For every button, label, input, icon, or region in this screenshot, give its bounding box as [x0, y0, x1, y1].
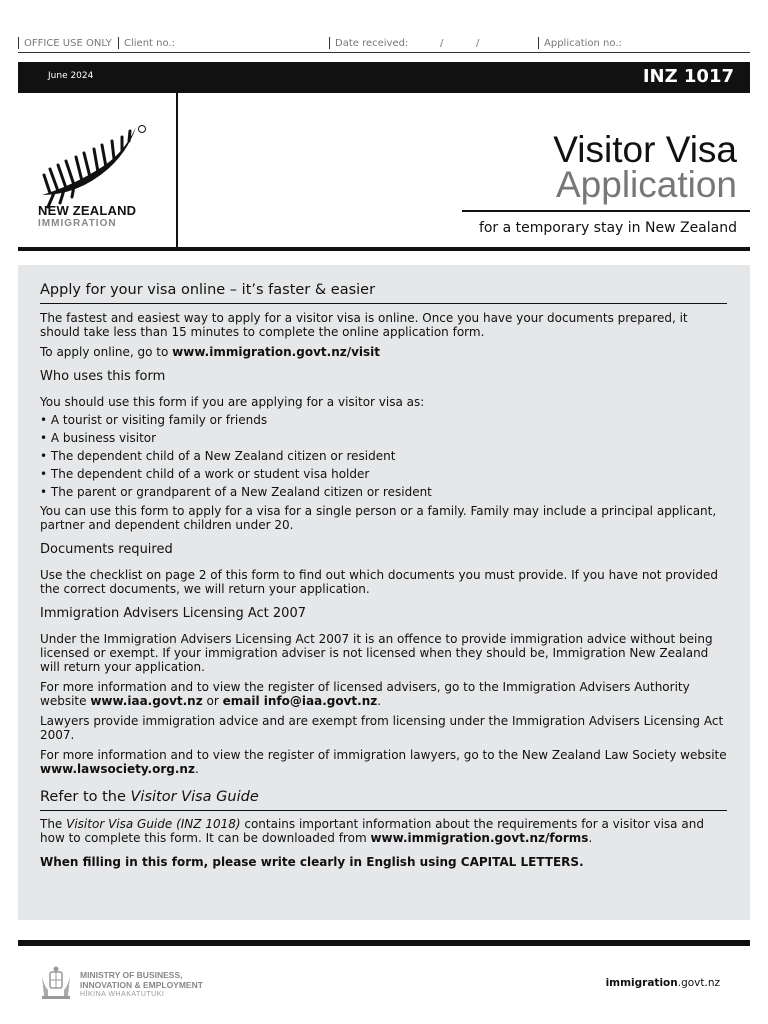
- who-uses-note: You can use this form to apply for a visa for a single person or a family. Family may include a principal applicant, partner and dependent children under 20.: [40, 504, 717, 532]
- form-code: INZ 1017: [642, 66, 734, 87]
- mbie-line-3: HĪKINA WHAKATUTUKI: [80, 991, 165, 998]
- info-panel: [18, 265, 750, 920]
- capital-letters-instruction: [40, 855, 727, 869]
- nz-immigration-logo: [38, 203, 136, 229]
- iaa-email-link[interactable]: email info@iaa.govt.nz: [222, 694, 378, 708]
- guide-heading-title: Visitor Visa Guide: [130, 789, 259, 805]
- application-no-field[interactable]: Application no.:: [544, 38, 622, 49]
- apply-online-link-line: [40, 345, 727, 359]
- list-item: • The parent or grandparent of a New Zealand citizen or resident: [40, 483, 727, 501]
- section-heading-advisers: Immigration Advisers Licensing Act 2007: [40, 606, 306, 621]
- date-separator: /: [440, 38, 444, 49]
- advisers-text-3: Lawyers provide immigration advice and are exempt from licensing under the Immigration Advisers Licensing Act 2007.: [40, 714, 724, 742]
- advisers-text-4-body: For more information and to view the register of immigration lawyers, go to the New Zealand Law Society website: [40, 748, 727, 762]
- instruction-text: When filling in this form, please write clearly in English using CAPITAL LETTERS.: [40, 855, 584, 869]
- list-item: • The dependent child of a work or student visa holder: [40, 465, 727, 483]
- advisers-end: .: [377, 694, 382, 708]
- date-separator: /: [476, 38, 480, 49]
- guide-heading-prefix: Refer to the: [40, 789, 131, 805]
- list-item: • The dependent child of a New Zealand citizen or resident: [40, 447, 727, 465]
- logo-line-2: IMMIGRATION: [38, 218, 117, 229]
- forms-link[interactable]: www.immigration.govt.nz/forms: [370, 831, 589, 845]
- form-topbar: [18, 62, 750, 93]
- footer-rule: [18, 940, 750, 946]
- divider: [18, 37, 19, 49]
- guide-title: Visitor Visa Guide (INZ 1018): [66, 817, 241, 831]
- page-subtitle: for a temporary stay in New Zealand: [478, 220, 737, 236]
- guide-text-body: contains important information about the requirements for a visitor visa and how to complete this form. It can be downloaded from: [40, 817, 704, 845]
- divider: [462, 210, 750, 212]
- list-item: • A tourist or visiting family or friends: [40, 411, 727, 429]
- list-item: • A business visitor: [40, 429, 727, 447]
- section-heading-documents: Documents required: [40, 542, 173, 557]
- coat-of-arms-icon: [38, 966, 74, 1000]
- office-use-label: OFFICE USE ONLY: [24, 38, 112, 49]
- mbie-line-1: MINISTRY OF BUSINESS,: [80, 970, 183, 980]
- guide-text-end: .: [588, 831, 593, 845]
- divider: [118, 37, 119, 49]
- visitor-type-list: [40, 411, 727, 501]
- divider: [329, 37, 330, 49]
- advisers-text-1: Under the Immigration Advisers Licensing Act 2007 it is an offence to provide immigration advice without being licensed or exempt. If your immigration adviser is not licensed when they should be, Immigration New Zealand will return your application.: [40, 632, 713, 674]
- guide-text-prefix: The: [40, 817, 67, 831]
- section-heading-who-uses: Who uses this form: [40, 369, 166, 384]
- apply-online-prefix: To apply online, go to: [40, 345, 173, 359]
- divider: [538, 37, 539, 49]
- advisers-text-4: [40, 748, 727, 776]
- date-received-field[interactable]: Date received:: [335, 38, 409, 49]
- form-date: June 2024: [48, 71, 94, 81]
- section-heading-apply-online: Apply for your visa online – it’s faster & easier: [40, 283, 727, 304]
- advisers-text-2: [40, 680, 727, 708]
- documents-text: Use the checklist on page 2 of this form to find out which documents you must provide. If you have not provided the correct documents, we will return your application.: [40, 568, 718, 596]
- section-heading-guide: [40, 790, 727, 811]
- page-title: Visitor Visa: [553, 129, 737, 170]
- guide-text: [40, 817, 727, 845]
- form-header: [18, 93, 750, 251]
- website-link[interactable]: [606, 977, 720, 989]
- advisers-4-end: .: [194, 762, 199, 776]
- divider: [176, 93, 178, 247]
- mbie-line-2: INNOVATION & EMPLOYMENT: [80, 980, 203, 990]
- client-no-field[interactable]: Client no.:: [124, 38, 175, 49]
- apply-online-link[interactable]: www.immigration.govt.nz/visit: [172, 345, 381, 359]
- advisers-or: or: [202, 694, 223, 708]
- page-title-line-2: Application: [555, 164, 737, 205]
- advisers-text-2-body: For more information and to view the register of licensed advisers, go to the Immigration Advisers Authority website: [40, 680, 690, 708]
- logo-line-1: NEW ZEALAND: [38, 203, 137, 218]
- website-domain: .govt.nz: [677, 977, 720, 989]
- office-use-strip: [18, 35, 750, 53]
- iaa-link[interactable]: www.iaa.govt.nz: [90, 694, 203, 708]
- law-society-link[interactable]: www.lawsociety.org.nz: [40, 762, 195, 776]
- website-host: immigration: [605, 977, 678, 989]
- apply-online-text: The fastest and easiest way to apply for a visitor visa is online. Once you have your documents prepared, it should take less than 15 minutes to complete the online application form.: [40, 311, 688, 339]
- who-uses-intro: You should use this form if you are applying for a visitor visa as:: [40, 395, 425, 409]
